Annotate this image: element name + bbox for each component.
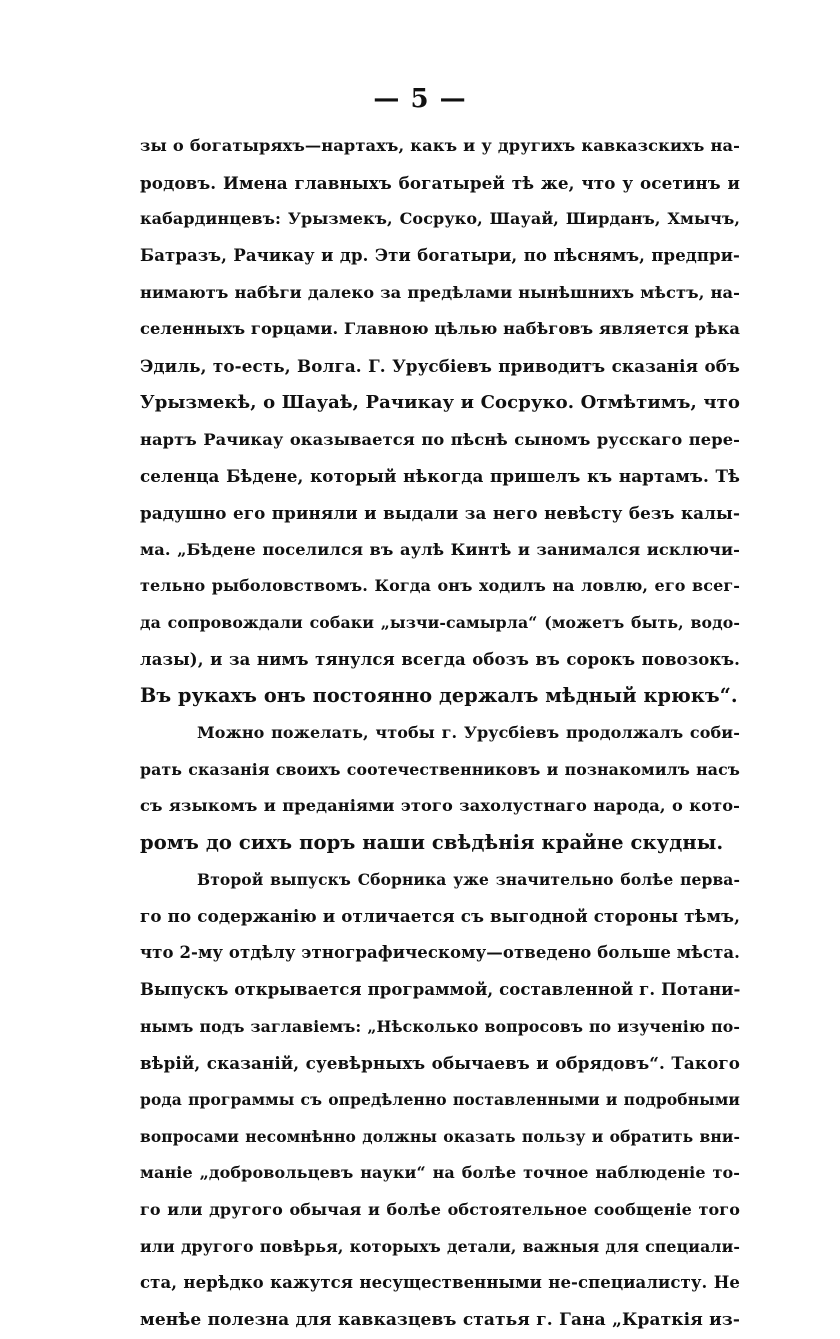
- text-line: маніе „добровольцевъ науки“ на болѣе точное наблюденіе то-: [140, 1163, 740, 1183]
- text-line: ста, нерѣдко кажутся несущественными не-специалисту. Не: [140, 1273, 740, 1293]
- text-line: лазы), и за нимъ тянулся всегда обозъ въ сорокъ повозокъ.: [140, 649, 740, 669]
- body-text: [140, 128, 740, 1339]
- text-line: или другого повѣрья, которыхъ детали, важныя для специали-: [140, 1236, 740, 1256]
- text-line: рода программы съ опредѣленно поставленными и подробными: [140, 1089, 740, 1109]
- text-line: вѣрій, сказаній, суевѣрныхъ обычаевъ и обрядовъ“. Такого: [140, 1053, 740, 1074]
- text-line: Можно пожелать, чтобы г. Урусбіевъ продолжалъ соби-: [197, 723, 740, 742]
- text-line: го по содержанію и отличается съ выгодной стороны тѣмъ,: [140, 906, 740, 927]
- text-line: селенца Бѣдене, который нѣкогда пришелъ къ нартамъ. Тѣ: [140, 466, 740, 487]
- text-line: менѣе полезна для кавказцевъ статья г. Гана „Краткія из-: [140, 1310, 740, 1330]
- text-line: Батразъ, Рачикау и др. Эти богатыри, по пѣснямъ, предпри-: [140, 246, 740, 266]
- text-line: нартъ Рачикау оказывается по пѣснѣ сыномъ русскаго пере-: [140, 429, 740, 449]
- text-line: съ языкомъ и преданіями этого захолустнаго народа, о кото-: [140, 796, 740, 816]
- text-line: го или другого обычая и болѣе обстоятельное сообщеніе того: [140, 1199, 740, 1219]
- text-line: рать сказанія своихъ соотечественниковъ и познакомилъ насъ: [140, 759, 740, 779]
- text-line: кабардинцевъ: Урызмекъ, Сосруко, Шауай, Ширданъ, Хмычъ,: [140, 209, 740, 229]
- text-line: Эдиль, то-есть, Волга. Г. Урусбіевъ приводитъ сказанія объ: [140, 356, 740, 377]
- text-line: родовъ. Имена главныхъ богатырей тѣ же, что у осетинъ и: [140, 172, 740, 193]
- text-line: селенныхъ горцами. Главною цѣлью набѣговъ является рѣка: [140, 319, 741, 339]
- text-line: ромъ до сихъ поръ наши свѣдѣнія крайне скудны.: [140, 831, 724, 855]
- text-line: зы о богатыряхъ—нартахъ, какъ и у другихъ кавказскихъ на-: [140, 136, 740, 155]
- text-line: Второй выпускъ Сборника уже значительно болѣе перва-: [197, 869, 740, 889]
- text-line: вопросами несомнѣнно должны оказать пользу и обратить вни-: [140, 1126, 740, 1146]
- text-line: что 2-му отдѣлу этнографическому—отведено больше мѣста.: [140, 943, 741, 963]
- text-line: нымъ подъ заглавіемъ: „Нѣсколько вопросовъ по изученію по-: [140, 1016, 740, 1036]
- text-line: нимаютъ набѣги далеко за предѣлами нынѣшнихъ мѣстъ, на-: [140, 282, 740, 302]
- text-line: Выпускъ открывается программой, составленной г. Потани-: [140, 979, 741, 999]
- text-line: Урызмекѣ, о Шауаѣ, Рачикау и Сосруко. Отмѣтимъ, что: [140, 391, 740, 413]
- text-line: Въ рукахъ онъ постоянно держалъ мѣдный крюкъ“.: [140, 684, 738, 708]
- text-line: радушно его приняли и выдали за него невѣсту безъ калы-: [140, 502, 740, 523]
- text-line: тельно рыболовствомъ. Когда онъ ходилъ на ловлю, его всег-: [140, 576, 740, 596]
- text-line: ма. „Бѣдене поселился въ аулѣ Кинтѣ и занимался исключи-: [140, 539, 740, 559]
- text-line: да сопровождали собаки „ызчи-самырла“ (можетъ быть, водо-: [140, 612, 740, 632]
- page-number: — 5 —: [373, 84, 467, 114]
